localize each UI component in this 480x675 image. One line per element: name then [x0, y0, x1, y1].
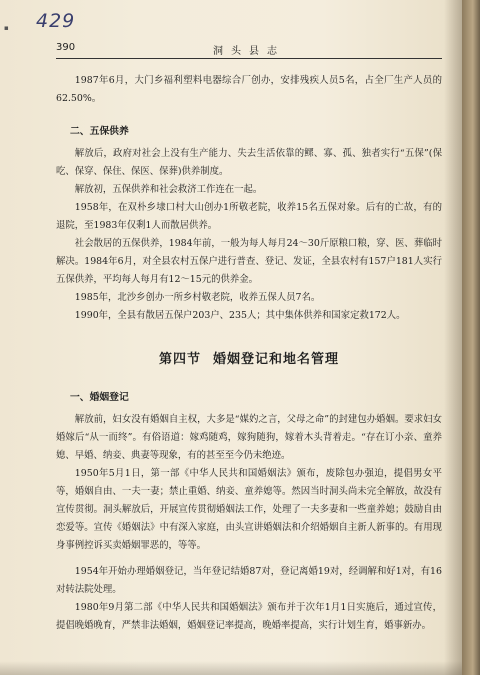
paragraph-wubao-4: 社会散居的五保供养，1984年前，一般为每人每月24～30斤原粮口粮，穿、医、葬临时解决。1984年6月，对全县农村五保户进行普查、登记、发证，全县农村有157户181人实行五保供养，平均每人每月有12～15元的供养金。	[56, 238, 442, 285]
page-bottom-shadow	[0, 661, 462, 675]
paragraph-wubao-5: 1985年，北沙乡创办一所乡村敬老院，收养五保人员7名。	[74, 292, 321, 303]
page-number: 390	[56, 42, 76, 53]
chapter-title: 婚姻登记和地名管理	[213, 352, 340, 367]
section-heading-wubao: 二、五保供养	[70, 126, 129, 137]
page-header	[56, 42, 442, 59]
section-heading-marriage: 一、婚姻登记	[70, 392, 129, 403]
paragraph-marriage-4: 1980年9月第二部《中华人民共和国婚姻法》颁布并于次年1月1日实施后，通过宣传，提倡晚婚晚育，严禁非法婚姻，婚姻登记率提高，晚婚率提高，实行计划生育，婚事新办。	[56, 602, 442, 631]
paragraph-marriage-3: 1954年开始办理婚姻登记，当年登记结婚87对，登记离婚19对，经调解和好1对，有16对转法院处理。	[56, 566, 442, 595]
paragraph-wubao-3: 1958年，在双朴乡埭口村大山创办1所敬老院，收养15名五保对象。后有的亡故，有的退院，至1983年仅剩1人而散居供养。	[56, 202, 442, 231]
margin-mark: ▪	[4, 24, 9, 32]
paragraph-marriage-1: 解放前，妇女没有婚姻自主权，大多是“媒妁之言，父母之命”的封建包办婚姻。要求妇女婚嫁后“从一而终”。有俗语道：嫁鸡随鸡，嫁狗随狗，嫁着木头背着走。“存在订小亲、童养媳、早婚、纳妾、典妻等现象，有的甚至至今仍未绝迹。	[56, 414, 442, 461]
paragraph-wubao-1: 解放后，政府对社会上没有生产能力、失去生活依靠的鳏、寡、孤、独者实行“五保”(保吃、保穿、保住、保医、保葬)供养制度。	[56, 148, 442, 177]
chapter-number: 第四节	[158, 352, 201, 367]
paragraph-marriage-2: 1950年5月1日，第一部《中华人民共和国婚姻法》颁布，废除包办强迫，提倡男女平等，婚姻自由、一夫一妻；禁止重婚、纳妾、童养媳等。然因当时洞头尚未完全解放，故没有宣传贯彻。洞头解放后，开展宣传贯彻婚姻法工作，处理了一夫多妻和一些童养媳；鼓励自由恋爱等。宣传《婚姻法》中有深入家庭，由头宣讲婚姻法和介绍婚姻自主新人新事的。有用现身事例控诉买卖婚姻罪恶的，等等。	[56, 468, 442, 551]
chapter-heading	[56, 351, 442, 369]
page-content	[56, 72, 442, 635]
page-edge-shadow	[444, 0, 462, 675]
handwritten-page-number: 429	[36, 10, 76, 32]
book-title: 洞头县志	[213, 46, 285, 57]
paragraph-intro: 1987年6月，大门乡福利塑料电器综合厂创办，安排残疾人员5名，占全厂生产人员的62.50%。	[56, 75, 442, 104]
paragraph-wubao-2: 解放初，五保供养和社会救济工作连在一起。	[74, 184, 263, 195]
paragraph-wubao-6: 1990年，全县有散居五保户203户、235人；其中集体供养和国家定救172人。	[74, 310, 406, 321]
book-spine-strip	[462, 0, 480, 675]
